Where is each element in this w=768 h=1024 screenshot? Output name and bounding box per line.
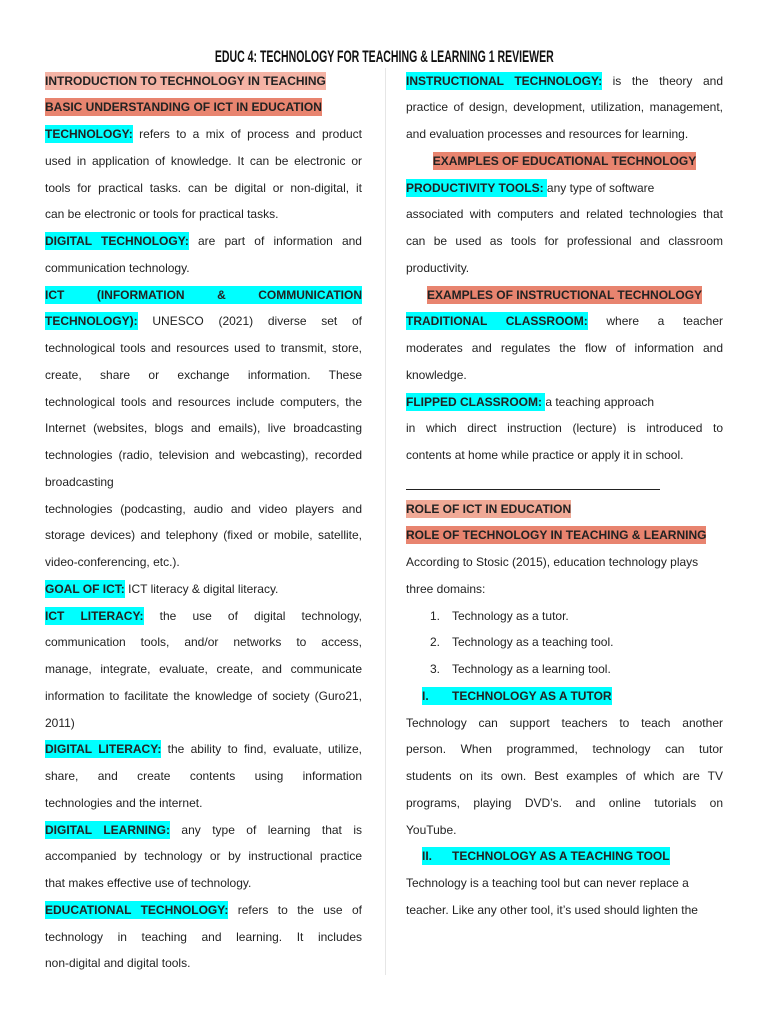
term-highlight: DIGITAL LEARNING: bbox=[45, 822, 170, 837]
heading-highlight: BASIC UNDERSTANDING OF ICT IN EDUCATION bbox=[45, 100, 322, 115]
term-highlight: DIGITAL TECHNOLOGY: bbox=[45, 234, 189, 249]
term-highlight: TECHNOLOGY: bbox=[45, 127, 133, 142]
text-line: that makes effective use of technology. bbox=[45, 876, 252, 891]
text-line: Technology is a teaching tool but can never replace a bbox=[406, 876, 689, 891]
text-line bbox=[406, 389, 723, 416]
topic-numeral: II. bbox=[422, 849, 433, 864]
topic-heading bbox=[406, 683, 723, 710]
rule-line bbox=[406, 489, 660, 490]
text-line: teacher. Like any other tool, it’s used should lighten the bbox=[406, 902, 698, 917]
text-line: share, and create contents using information bbox=[45, 769, 362, 784]
left-column bbox=[45, 68, 362, 978]
heading-highlight: INTRODUCTION TO TECHNOLOGY IN TEACHING bbox=[45, 73, 326, 88]
topic-numeral: I. bbox=[422, 688, 429, 703]
text-line: technological tools and resources used to transmit, store, bbox=[45, 341, 362, 356]
definition-text: refers to a mix of process and product bbox=[132, 127, 362, 142]
heading-highlight: ROLE OF TECHNOLOGY IN TEACHING & LEARNING bbox=[406, 528, 707, 543]
text-line: YouTube. bbox=[406, 822, 457, 837]
term-highlight: PRODUCTIVITY TOOLS: bbox=[406, 180, 547, 195]
topic-title: TECHNOLOGY AS A TUTOR bbox=[452, 688, 612, 703]
text-line: students on its own. Best examples of which are TV bbox=[406, 769, 723, 784]
term-highlight: INSTRUCTIONAL TECHNOLOGY: bbox=[406, 73, 603, 88]
text-line: create, share or exchange information. These bbox=[45, 367, 362, 382]
term-highlight: DIGITAL LITERACY: bbox=[45, 742, 162, 757]
text-line: technological tools and resources include computers, the bbox=[45, 394, 362, 409]
text-line: non-digital and digital tools. bbox=[45, 956, 191, 971]
list-number: 3. bbox=[430, 662, 441, 677]
text-line: associated with computers and related technologies that bbox=[406, 207, 723, 222]
text-line bbox=[406, 175, 723, 202]
list-number: 2. bbox=[430, 635, 441, 650]
term-highlight: FLIPPED CLASSROOM: bbox=[406, 394, 546, 409]
definition-text: a teaching approach bbox=[545, 394, 655, 409]
horizontal-rule bbox=[406, 469, 723, 496]
list-item-text: Technology as a learning tool. bbox=[452, 662, 611, 677]
definition-text: are part of information and bbox=[188, 234, 362, 249]
definition-text: the use of digital technology, bbox=[143, 608, 363, 623]
page-title: EDUC 4: TECHNOLOGY FOR TEACHING & LEARNING 1 REVIEWER bbox=[214, 47, 554, 66]
text-line: productivity. bbox=[406, 260, 470, 275]
definition-text: the ability to find, evaluate, utilize, bbox=[161, 742, 362, 757]
definition-text: is the theory and bbox=[602, 73, 723, 88]
text-line: tools for practical tasks. can be digital or non-digital, it bbox=[45, 180, 362, 195]
text-line bbox=[45, 576, 362, 603]
text-line bbox=[45, 228, 362, 255]
text-line bbox=[45, 308, 362, 335]
section-heading bbox=[406, 522, 723, 549]
list-item bbox=[406, 629, 723, 656]
text-line: used in application of knowledge. It can be electronic or bbox=[45, 153, 362, 168]
text-line: Technology can support teachers to teach another bbox=[406, 715, 723, 730]
text-line: practice of design, development, utilization, management, bbox=[406, 100, 723, 115]
definition-text: any type of learning that is bbox=[169, 822, 362, 837]
term-highlight: GOAL OF ICT: bbox=[45, 581, 125, 596]
column-divider bbox=[385, 68, 386, 975]
topic-highlight bbox=[422, 847, 670, 865]
text-line bbox=[45, 736, 362, 763]
example-heading bbox=[406, 282, 723, 309]
text-line: in which direct instruction (lecture) is introduced to bbox=[406, 421, 723, 436]
right-column bbox=[406, 68, 723, 924]
list-item-text: Technology as a teaching tool. bbox=[452, 635, 614, 650]
text-line: broadcasting bbox=[45, 474, 114, 489]
heading-highlight: EXAMPLES OF INSTRUCTIONAL TECHNOLOGY bbox=[426, 287, 703, 302]
text-line: three domains: bbox=[406, 581, 486, 596]
text-line: storage devices) and telephony (fixed or mobile, satellite, bbox=[45, 528, 362, 543]
heading-highlight: ROLE OF ICT IN EDUCATION bbox=[406, 501, 572, 516]
text-line: 2011) bbox=[45, 715, 75, 730]
text-line bbox=[45, 121, 362, 148]
topic-heading bbox=[406, 843, 723, 870]
list-item bbox=[406, 603, 723, 630]
term-highlight: EDUCATIONAL TECHNOLOGY: bbox=[45, 902, 229, 917]
definition-text: any type of software bbox=[546, 180, 655, 195]
page-title-bar bbox=[0, 47, 768, 67]
term-highlight: ICT LITERACY: bbox=[45, 608, 144, 623]
text-line: Internet (websites, blogs and emails), live broadcasting bbox=[45, 421, 362, 436]
topic-title: TECHNOLOGY AS A TEACHING TOOL bbox=[452, 849, 670, 864]
definition-text: where a teacher bbox=[587, 314, 723, 329]
text-line: person. When programmed, technology can tutor bbox=[406, 742, 723, 757]
list-number: 1. bbox=[430, 608, 441, 623]
section-heading bbox=[406, 496, 723, 523]
text-line: According to Stosic (2015), education technology plays bbox=[406, 555, 699, 570]
section-heading bbox=[45, 94, 362, 121]
text-line: technologies (radio, television and webcasting), recorded bbox=[45, 448, 362, 463]
text-line: programs, playing DVD’s. and online tutorials on bbox=[406, 795, 723, 810]
text-line: can be electronic or tools for practical tasks. bbox=[45, 207, 279, 222]
term-highlight: TECHNOLOGY): bbox=[45, 314, 138, 329]
definition-text: UNESCO (2021) diverse set of bbox=[137, 314, 362, 329]
text-line: accompanied by technology or by instructional practice bbox=[45, 849, 362, 864]
list-item bbox=[406, 656, 723, 683]
text-line: information to facilitate the knowledge of society (Guro21, bbox=[45, 688, 362, 703]
text-line bbox=[406, 308, 723, 335]
section-heading bbox=[45, 68, 362, 95]
term-highlight: TRADITIONAL CLASSROOM: bbox=[406, 314, 588, 329]
text-line: technology in teaching and learning. It includes bbox=[45, 929, 362, 944]
term-highlight: ICT (INFORMATION & COMMUNICATION bbox=[45, 287, 362, 302]
text-line bbox=[45, 897, 362, 924]
list-item-text: Technology as a tutor. bbox=[452, 608, 569, 623]
text-line: can be used as tools for professional and classroom bbox=[406, 234, 723, 249]
topic-highlight bbox=[422, 687, 612, 705]
text-line bbox=[45, 603, 362, 630]
text-line bbox=[406, 68, 723, 95]
text-line: video-conferencing, etc.). bbox=[45, 555, 180, 570]
example-heading bbox=[406, 148, 723, 175]
text-line bbox=[45, 282, 362, 309]
text-line: communication tools, and/or networks to access, bbox=[45, 635, 362, 650]
text-line: moderates and regulates the flow of information and bbox=[406, 341, 723, 356]
heading-highlight: EXAMPLES OF EDUCATIONAL TECHNOLOGY bbox=[432, 153, 697, 168]
text-line: and evaluation processes and resources for learning. bbox=[406, 127, 689, 142]
text-line: manage, integrate, evaluate, create, and communicate bbox=[45, 662, 362, 677]
text-line: contents at home while practice or apply it in school. bbox=[406, 448, 684, 463]
text-line: technologies (podcasting, audio and video players and bbox=[45, 501, 362, 516]
definition-text: refers to the use of bbox=[228, 902, 362, 917]
text-line: technologies and the internet. bbox=[45, 795, 203, 810]
text-line bbox=[45, 817, 362, 844]
text-line: knowledge. bbox=[406, 367, 467, 382]
definition-text: ICT literacy & digital literacy. bbox=[124, 581, 279, 596]
text-line: communication technology. bbox=[45, 260, 190, 275]
